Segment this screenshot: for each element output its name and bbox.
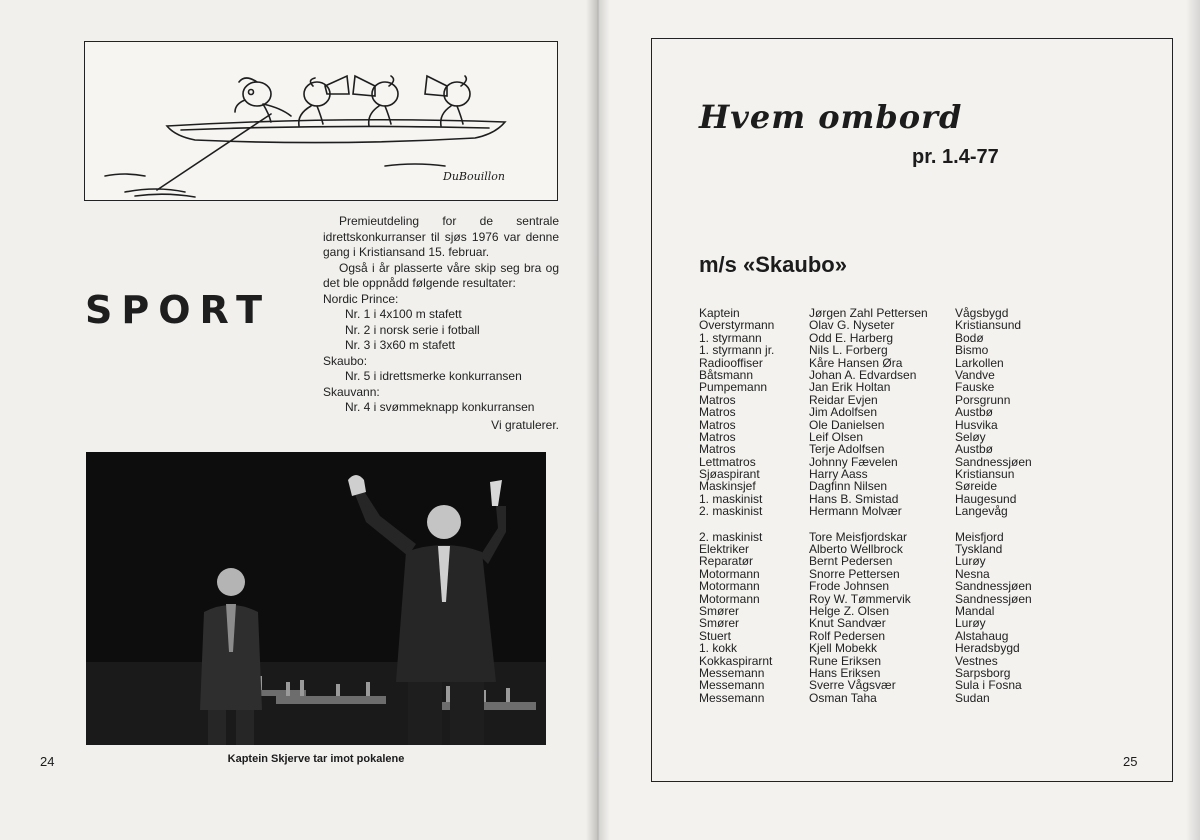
page-number-right: 25 (1123, 754, 1138, 769)
crew-name: Hermann Molvær (809, 504, 902, 519)
result-line: Nr. 1 i 4x100 m stafett (345, 307, 462, 321)
crew-row (699, 505, 1079, 517)
crew-rank: Matros (699, 405, 736, 420)
crew-name: Kåre Hansen Øra (809, 355, 903, 370)
rowing-cartoon (84, 41, 558, 201)
crew-hometown: Sandnessjøen (955, 579, 1032, 594)
crew-name: Helge Z. Olsen (809, 603, 890, 618)
crew-row (699, 443, 1079, 455)
crew-name: Hans B. Smistad (809, 491, 899, 506)
crew-name: Jørgen Zahl Pettersen (809, 306, 928, 320)
crew-name: Jim Adolfsen (809, 405, 878, 420)
crew-row (699, 468, 1079, 480)
left-page (0, 0, 598, 840)
crew-row (699, 431, 1079, 443)
crew-hometown: Husvika (955, 417, 998, 432)
crew-name: Knut Sandvær (809, 616, 886, 631)
crew-rank: Motormann (699, 566, 760, 581)
crew-hometown: Søreide (955, 479, 998, 494)
crew-rank: Matros (699, 417, 736, 432)
crew-name: Harry Aass (809, 467, 868, 482)
crew-rank: Messemann (699, 690, 765, 705)
crew-list (699, 307, 1079, 704)
result-line: Nr. 4 i svømmeknapp konkurransen (345, 400, 535, 414)
crew-name: Kjell Mobekk (809, 641, 878, 656)
crew-name: Rolf Pedersen (809, 628, 886, 643)
crew-rank: Matros (699, 429, 736, 444)
crew-hometown: Larkollen (955, 355, 1004, 370)
crew-hometown: Lurøy (955, 554, 986, 569)
crew-name: Dagfinn Nilsen (809, 479, 888, 494)
crew-rank: 1. styrmann jr. (699, 343, 775, 358)
ship-name-skauvann: Skauvann: (323, 384, 380, 399)
crew-row (699, 419, 1079, 431)
crew-hometown: Kristiansun (955, 467, 1015, 482)
crew-hometown: Austbø (955, 442, 994, 457)
crew-rank: Elektriker (699, 542, 750, 557)
ship-name-nordic-prince: Nordic Prince: (323, 291, 399, 306)
crew-row (699, 630, 1079, 642)
crew-hometown: Haugesund (955, 491, 1017, 506)
crew-hometown: Vågsbygd (955, 306, 1009, 320)
crew-hometown: Porsgrunn (955, 392, 1011, 407)
crew-name: Johnny Fævelen (809, 454, 898, 469)
crew-name: Nils L. Forberg (809, 343, 888, 358)
crew-row (699, 480, 1079, 492)
crew-hometown: Vandve (955, 367, 995, 382)
crew-name: Odd E. Harberg (809, 330, 894, 345)
crew-name: Ole Danielsen (809, 417, 885, 432)
crew-hometown: Vestnes (955, 653, 998, 668)
crew-hometown: Nesna (955, 566, 990, 581)
crew-hometown: Mandal (955, 603, 995, 618)
crew-hometown: Seløy (955, 429, 986, 444)
crew-hometown: Austbø (955, 405, 994, 420)
crew-name: Alberto Wellbrock (809, 542, 903, 557)
crew-rank: Matros (699, 392, 736, 407)
crew-hometown: Sula i Fosna (955, 678, 1022, 693)
crew-name: Sverre Vågsvær (809, 678, 896, 693)
ship-name-skaubo: Skaubo: (323, 353, 368, 368)
award-photo-scene (86, 452, 546, 745)
crew-row (699, 692, 1079, 704)
crew-hometown: Heradsbygd (955, 641, 1020, 656)
photo-caption: Kaptein Skjerve tar imot pokalene (227, 753, 405, 765)
crew-rank: Radiooffiser (699, 355, 763, 370)
crew-rank: 1. kokk (699, 641, 738, 656)
page-number-left: 24 (40, 754, 55, 769)
crew-rank: Motormann (699, 591, 760, 606)
crew-date: pr. 1.4-77 (912, 146, 999, 168)
crew-name: Tore Meisfjordskar (809, 529, 908, 544)
crew-name: Reidar Evjen (809, 392, 878, 407)
crew-hometown: Kristiansund (955, 318, 1022, 333)
crew-rank: Overstyrmann (699, 318, 775, 333)
crew-rank: 1. styrmann (699, 330, 762, 345)
result-line: Nr. 5 i idrettsmerke konkurransen (345, 369, 522, 383)
crew-hometown: Lurøy (955, 616, 986, 631)
crew-name: Hans Eriksen (809, 665, 881, 680)
crew-rank: Motormann (699, 579, 760, 594)
crew-name: Leif Olsen (809, 429, 864, 444)
crew-name: Jan Erik Holtan (809, 380, 891, 395)
crew-row (699, 617, 1079, 629)
result-line: Nr. 3 i 3x60 m stafett (345, 338, 456, 352)
article-intro: Premieutdeling for de sentrale idrettskonkurranser til sjøs 1976 var denne gang i Kristiansand 15. februar. (323, 214, 559, 259)
section-title: SPORT (85, 288, 271, 332)
crew-name: Osman Taha (809, 690, 877, 705)
book-gutter (586, 0, 610, 840)
crew-rank: Matros (699, 442, 736, 457)
crew-group-1 (699, 307, 1079, 518)
crew-rank: Kaptein (699, 306, 740, 320)
crew-hometown: Alstahaug (955, 628, 1009, 643)
award-photo (86, 452, 546, 745)
article-closing: Vi gratulerer. (491, 417, 559, 432)
crew-hometown: Tyskland (955, 542, 1003, 557)
crew-name: Johan A. Edvardsen (809, 367, 917, 382)
crew-rank: Maskinsjef (699, 479, 756, 494)
crew-row (699, 605, 1079, 617)
crew-rank: 2. maskinist (699, 529, 763, 544)
crew-rank: Smører (699, 603, 739, 618)
crew-row (699, 642, 1079, 654)
sport-article (323, 214, 559, 433)
crew-name: Frode Johnsen (809, 579, 890, 594)
crew-hometown: Meisfjord (955, 529, 1004, 544)
ship-name-heading: m/s «Skaubo» (699, 252, 847, 277)
crew-name: Roy W. Tømmervik (809, 591, 911, 606)
crew-rank: 1. maskinist (699, 491, 763, 506)
crew-hometown: Bismo (955, 343, 989, 358)
crew-row (699, 555, 1079, 567)
crew-name: Rune Eriksen (809, 653, 882, 668)
crew-hometown: Langevåg (955, 504, 1008, 519)
crew-hometown: Sudan (955, 690, 990, 705)
crew-row (699, 394, 1079, 406)
crew-row (699, 593, 1079, 605)
crew-name: Snorre Pettersen (809, 566, 900, 581)
crew-group-2 (699, 531, 1079, 704)
crew-name: Olav G. Nyseter (809, 318, 895, 333)
crew-rank: 2. maskinist (699, 504, 763, 519)
crew-hometown: Sarpsborg (955, 665, 1011, 680)
crew-rank: Messemann (699, 678, 765, 693)
crew-group-spacer (699, 518, 1079, 531)
crew-row (699, 679, 1079, 691)
crew-rank: Smører (699, 616, 739, 631)
crew-hometown: Fauske (955, 380, 995, 395)
crew-rank: Messemann (699, 665, 765, 680)
crew-hometown: Bodø (955, 330, 984, 345)
page-edge-shadow (1186, 0, 1200, 840)
crew-name: Terje Adolfsen (809, 442, 885, 457)
crew-rank: Reparatør (699, 554, 754, 569)
crew-row (699, 381, 1079, 393)
article-lead: Også i år plasserte våre skip seg bra og det ble oppnådd følgende resultater: (323, 260, 559, 290)
crew-row (699, 406, 1079, 418)
crew-hometown: Sandnessjøen (955, 454, 1032, 469)
crew-row (699, 319, 1079, 331)
crew-hometown: Sandnessjøen (955, 591, 1032, 606)
crew-name: Bernt Pedersen (809, 554, 893, 569)
crew-rank: Pumpemann (699, 380, 768, 395)
crew-rank: Kokkaspirarnt (699, 653, 773, 668)
crew-rank: Lettmatros (699, 454, 756, 469)
crew-rank: Stuert (699, 628, 732, 643)
crew-rank: Båtsmann (699, 367, 754, 382)
crew-heading: Hvem ombord (699, 98, 963, 136)
result-line: Nr. 2 i norsk serie i fotball (345, 322, 480, 337)
cartoon-signature: DuBouillon (443, 170, 505, 183)
crew-row (699, 580, 1079, 592)
crew-rank: Sjøaspirant (699, 467, 760, 482)
crew-row (699, 344, 1079, 356)
